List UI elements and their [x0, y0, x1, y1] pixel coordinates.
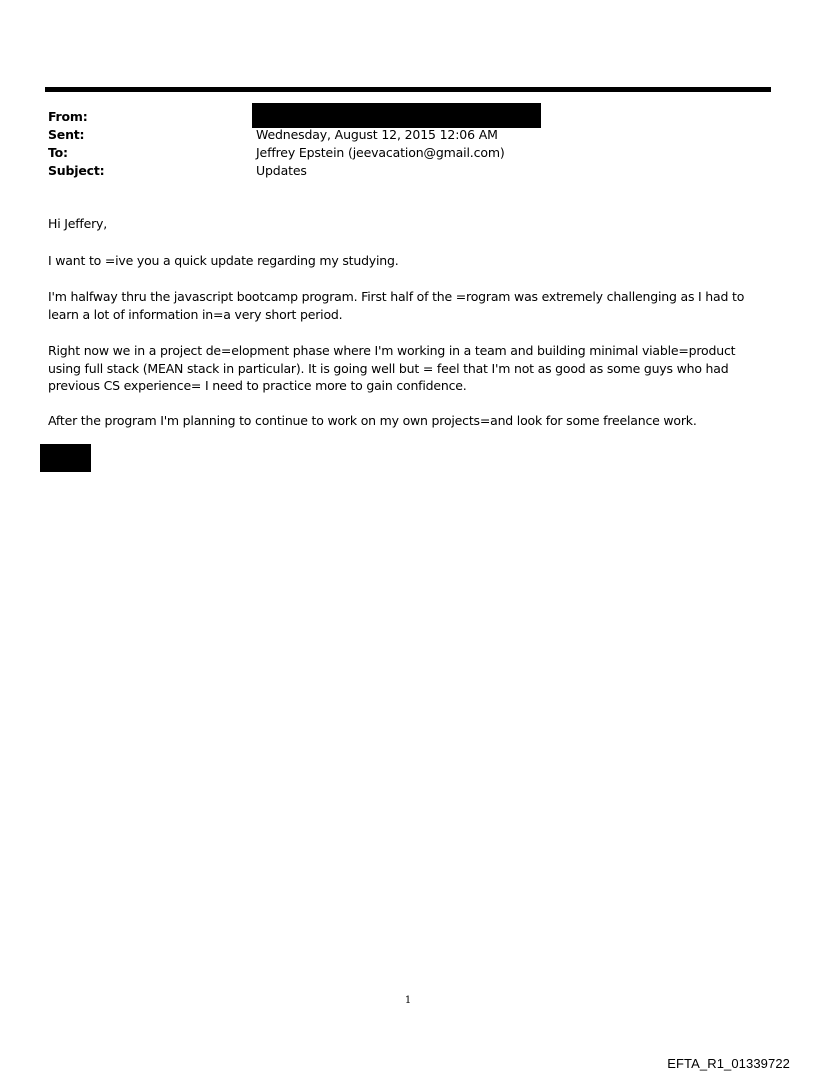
from-label: From: [48, 109, 88, 124]
from-redaction [252, 103, 541, 128]
email-paragraph-1: I want to =ive you a quick update regarding my studying. [48, 253, 399, 268]
header-divider [45, 87, 771, 92]
email-paragraph-4: After the program I'm planning to continue to work on my own projects=and look for some freelance work. [48, 413, 697, 428]
sent-value: Wednesday, August 12, 2015 12:06 AM [256, 127, 498, 142]
email-paragraph-2: I'm halfway thru the javascript bootcamp program. First half of the =rogram was extremely challenging as I had to learn a lot of information in=a very short period. [48, 289, 745, 322]
email-greeting: Hi Jeffery, [48, 216, 108, 231]
signature-redaction [40, 444, 91, 472]
email-paragraph-3: Right now we in a project de=elopment phase where I'm working in a team and building minimal viable=product using full stack (MEAN stack in particular). It is going well but = feel that I'm not as good as some guys who had previous CS experience= I need to practice more to gain confidence. [48, 343, 736, 393]
document-id: EFTA_R1_01339722 [667, 1056, 790, 1071]
subject-label: Subject: [48, 163, 105, 178]
subject-value: Updates [256, 163, 307, 178]
header-sent-row [48, 126, 768, 145]
header-to-row [48, 144, 768, 163]
to-label: To: [48, 145, 68, 160]
sent-label: Sent: [48, 127, 85, 142]
header-subject-row [48, 162, 768, 181]
page-number: 1 [404, 995, 412, 1006]
to-value: Jeffrey Epstein (jeevacation@gmail.com) [256, 145, 505, 160]
